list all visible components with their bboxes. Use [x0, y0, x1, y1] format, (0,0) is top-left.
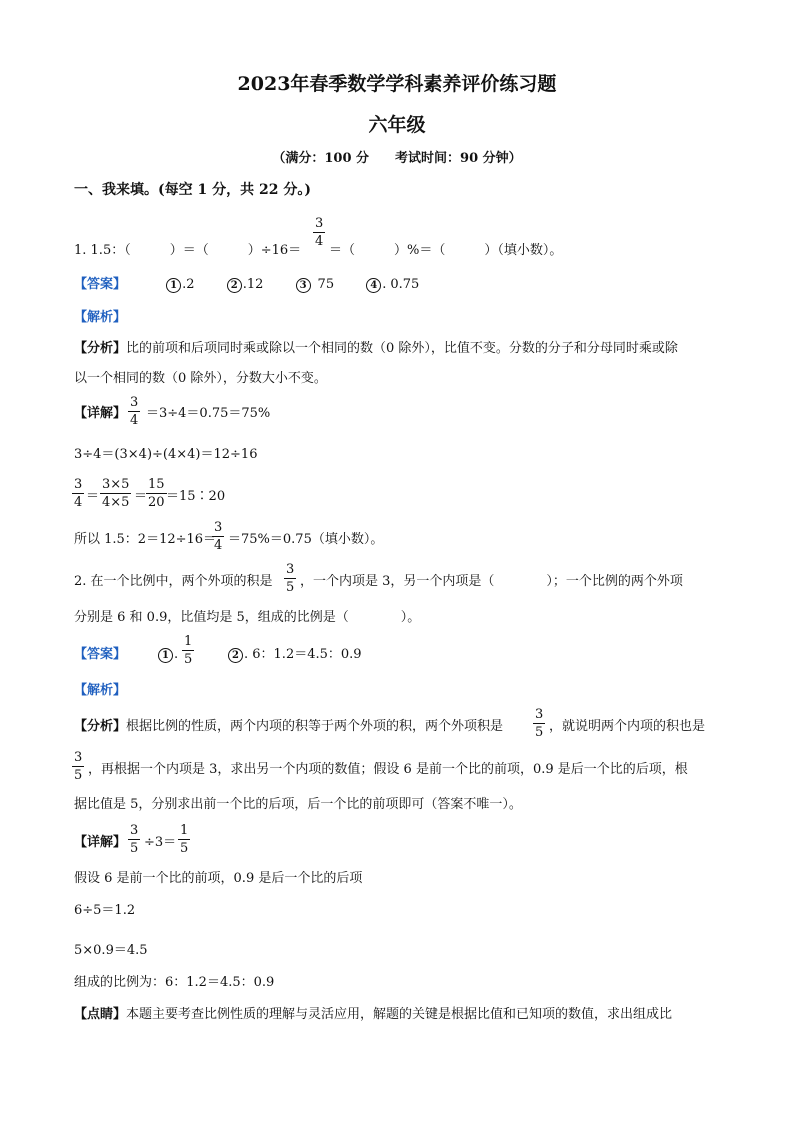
q2-fenxi-line3: 据比值是 5，分别求出前一个比的后项，后一个比的前项即可（答案不唯一）。	[74, 797, 522, 812]
q1-detail-1: ＝3÷4＝0.75＝75%	[146, 406, 271, 421]
grade-label: 六年级	[368, 114, 426, 136]
q1-detail3-eq2: ＝	[134, 489, 148, 504]
q2-calc2: 5×0.9＝4.5	[74, 943, 148, 958]
q1-fenxi-line2: 以一个相同的数（0 除外），分数大小不变。	[74, 371, 327, 386]
q2-fenxi-line2: ，再根据一个内项是 3，求出另一个内项的数值；假设 6 是前一个比的前项，0.9 是后一个比的后项，根	[88, 762, 688, 777]
analysis-tag: 【解析】	[74, 310, 127, 325]
q1-answer-3: 3 75	[296, 277, 335, 292]
q2-fenxi-line1-tail: ，就说明两个内项的积也是	[549, 719, 706, 734]
q1-suffix: ＝（ ）%＝（ ）（填小数）。	[329, 243, 563, 258]
q2-detail-mid: ÷3＝	[144, 835, 177, 850]
q1-detail3-frac2: 3×5 4×5	[102, 477, 130, 510]
circle-number-icon: 2	[228, 648, 243, 663]
q2-fraction: 3 5	[286, 562, 295, 595]
q2-assume: 假设 6 是前一个比的前项，0.9 是后一个比的后项	[74, 871, 363, 886]
q2-line2: 分别是 6 和 0.9，比值均是 5，组成的比例是（ ）。	[74, 610, 421, 625]
circle-number-icon: 4	[366, 278, 381, 293]
page-title: 2023年春季数学学科素养评价练习题	[237, 73, 557, 95]
q1-answer-4: 4 . 0.75	[366, 277, 419, 292]
q1-detail-frac: 3 4	[130, 395, 139, 428]
q1-prefix: 1. 1.5：（ ）＝（ ）÷16＝	[74, 243, 302, 258]
q1-detail3-frac3: 15 20	[148, 477, 165, 510]
q1-detail3-tail: ＝15∶20	[166, 489, 226, 504]
q2-fenxi-frac1: 3 5	[535, 707, 544, 740]
circle-number-icon: 1	[166, 278, 181, 293]
q1-answer-row	[74, 278, 447, 293]
circle-number-icon: 3	[296, 278, 311, 293]
q2-answer-1-mark: 1 .	[158, 648, 178, 663]
circle-number-icon: 1	[158, 648, 173, 663]
q1-fraction	[313, 217, 325, 248]
section-heading: 一、我来填。(每空 1 分，共 22 分。)	[74, 182, 311, 198]
q2-answer-row	[74, 648, 126, 661]
detail-tag: 【详解】	[74, 835, 127, 850]
q2-detail-frac1: 3 5	[130, 823, 139, 856]
q2-line1-prefix: 2. 在一个比例中，两个外项的积是	[74, 574, 273, 589]
q2-detail-frac2: 1 5	[180, 823, 189, 856]
dianjing-tag: 【点睛】	[74, 1007, 127, 1022]
q1-answer-2: 2 .12	[227, 277, 264, 292]
q1-answer-1: 1 .2	[166, 277, 194, 292]
q2-fenxi-line1: 【分析】根据比例的性质，两个内项的积等于两个外项的积，两个外项积是	[74, 719, 504, 734]
q1-detail3-frac1: 3 4	[74, 477, 83, 510]
fenxi-tag: 【分析】	[74, 719, 127, 734]
answer-tag: 【答案】	[74, 277, 127, 292]
fenxi-tag: 【分析】	[74, 341, 127, 356]
q2-dianjing: 【点睛】本题主要考查比例性质的理解与灵活应用，解题的关键是根据比值和已知项的数值，求出组成比	[74, 1007, 673, 1022]
q1-frac-num: 3	[315, 216, 324, 231]
q1-conclusion-prefix: 所以 1.5：2＝12÷16＝	[74, 532, 217, 547]
analysis-tag: 【解析】	[74, 683, 127, 698]
q1-frac-den: 4	[315, 234, 324, 249]
q2-calc1: 6÷5＝1.2	[74, 903, 136, 918]
q2-answer-2: 2 . 6：1.2＝4.5：0.9	[228, 648, 362, 663]
q1-detail-2: 3÷4＝(3×4)÷(4×4)＝12÷16	[74, 447, 258, 462]
circle-number-icon: 2	[227, 278, 242, 293]
q1-conclusion-suffix: ＝75%＝0.75（填小数）。	[228, 532, 384, 547]
q2-line1-suffix: ，一个内项是 3，另一个内项是（ ）；一个比例的两个外项	[300, 574, 683, 589]
q2-answer-1: 1 5	[184, 634, 193, 667]
q1-fenxi-line1: 【分析】比的前项和后项同时乘或除以一个相同的数（0 除外），比值不变。分数的分子和分母同时乘或除	[74, 341, 678, 356]
exam-meta: （满分：100 分 考试时间：90 分钟）	[272, 151, 522, 166]
detail-tag: 【详解】	[74, 406, 127, 421]
q1-conclusion-frac: 3 4	[214, 520, 223, 553]
q1-detail3-eq1: ＝	[86, 489, 100, 504]
q2-fenxi-frac2: 3 5	[74, 750, 83, 783]
answer-tag: 【答案】	[74, 647, 127, 662]
q2-result: 组成的比例为：6：1.2＝4.5：0.9	[74, 975, 275, 990]
